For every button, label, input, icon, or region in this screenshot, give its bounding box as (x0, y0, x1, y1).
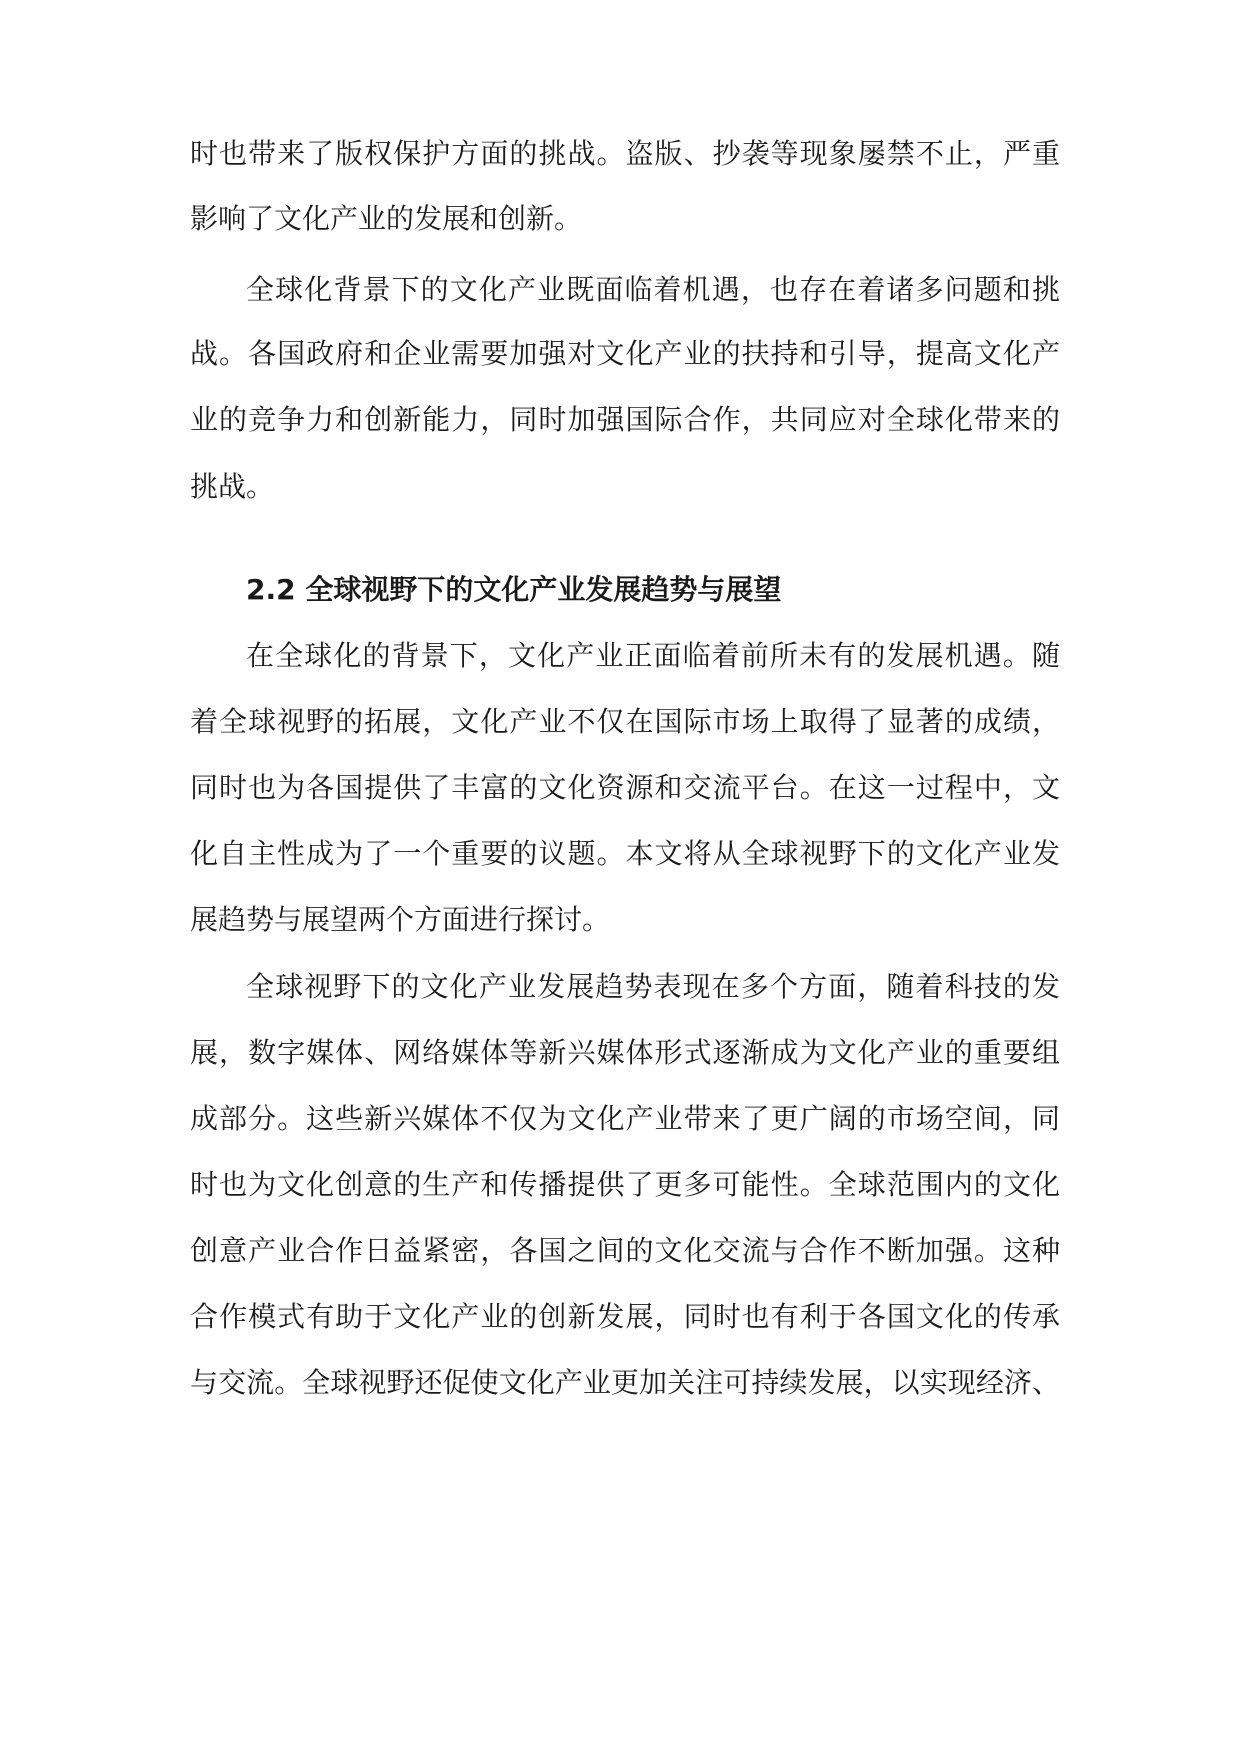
paragraph-line: 在全球化的背景下，文化产业正面临着前所未有的发展机遇。随 (246, 639, 1060, 672)
paragraph-line: 全球视野下的文化产业发展趋势表现在多个方面，随着科技的发 (246, 970, 1060, 1003)
paragraph-line: 着全球视野的拓展，文化产业不仅在国际市场上取得了显著的成绩， (190, 705, 1060, 738)
paragraph-line: 与交流。全球视野还促使文化产业更加关注可持续发展，以实现经济、 (190, 1366, 1060, 1399)
paragraph-line: 展趋势与展望两个方面进行探讨。 (190, 903, 611, 936)
section-heading: 2.2 全球视野下的文化产业发展趋势与展望 (246, 573, 782, 606)
paragraph-line: 化自主性成为了一个重要的议题。本文将从全球视野下的文化产业发 (190, 837, 1060, 870)
paragraph-line: 业的竞争力和创新能力，同时加强国际合作，共同应对全球化带来的 (190, 403, 1060, 436)
paragraph-line: 挑战。 (190, 470, 275, 503)
paragraph-line: 影响了文化产业的发展和创新。 (190, 202, 583, 235)
paragraph-line: 成部分。这些新兴媒体不仅为文化产业带来了更广阔的市场空间，同 (190, 1102, 1060, 1135)
paragraph-line: 合作模式有助于文化产业的创新发展，同时也有利于各国文化的传承 (190, 1300, 1060, 1333)
paragraph-line: 战。各国政府和企业需要加强对文化产业的扶持和引导，提高文化产 (190, 337, 1060, 370)
paragraph-line: 创意产业合作日益紧密，各国之间的文化交流与合作不断加强。这种 (190, 1234, 1060, 1267)
paragraph-line: 时也带来了版权保护方面的挑战。盗版、抄袭等现象屡禁不止，严重 (190, 137, 1060, 170)
paragraph-line: 同时也为各国提供了丰富的文化资源和交流平台。在这一过程中，文 (190, 771, 1060, 804)
paragraph-line: 全球化背景下的文化产业既面临着机遇，也存在着诸多问题和挑 (246, 273, 1060, 306)
paragraph-line: 时也为文化创意的生产和传播提供了更多可能性。全球范围内的文化 (190, 1168, 1060, 1201)
paragraph-line: 展，数字媒体、网络媒体等新兴媒体形式逐渐成为文化产业的重要组 (190, 1036, 1060, 1069)
